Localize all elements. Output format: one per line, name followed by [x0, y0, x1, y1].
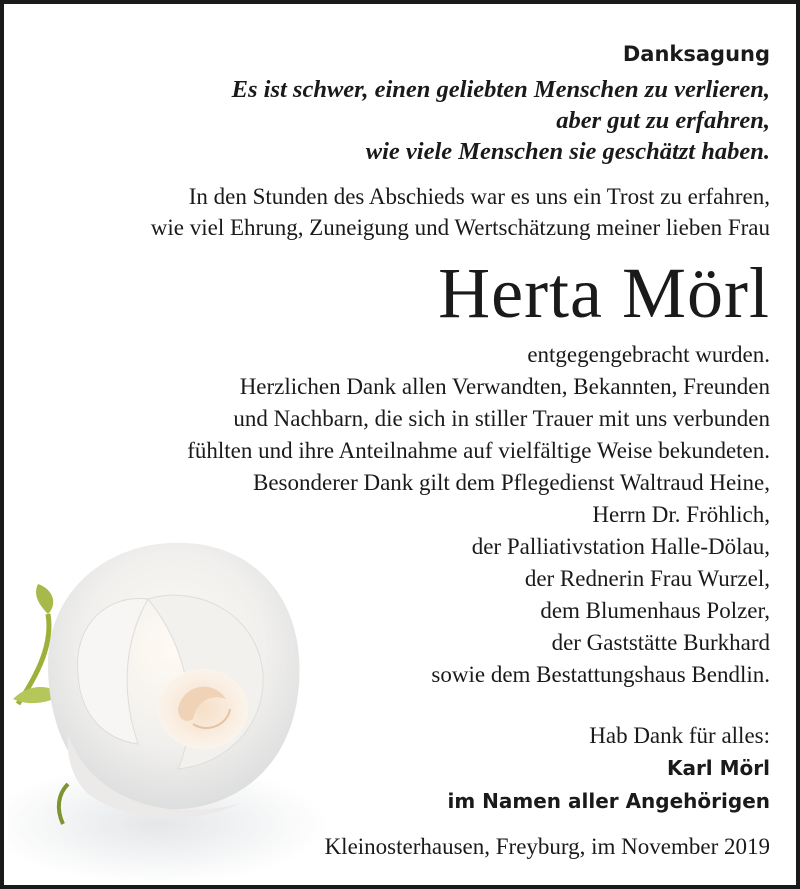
thanks-line: Herzlichen Dank allen Verwandten, Bekannten, Freunden — [239, 374, 770, 399]
thanks-line: der Palliativstation Halle-Dölau, — [471, 534, 770, 559]
thanks-line: fühlten und ihre Anteilnahme auf vielfältige Weise bekundeten. — [187, 438, 770, 463]
thanks-line: entgegengebracht wurden. — [527, 342, 770, 367]
thanks-line: der Gaststätte Burkhard — [551, 630, 770, 655]
closing-line: Hab Dank für alles: — [589, 723, 770, 748]
notice-text — [10, 40, 770, 863]
quote-line: Es ist schwer, einen geliebten Menschen zu verlieren, — [231, 76, 770, 103]
intro-paragraph — [10, 181, 770, 243]
notice-heading: Danksagung — [622, 42, 770, 66]
deceased-name: Herta Mörl — [438, 253, 770, 333]
place-date: Kleinosterhausen, Freyburg, im November 2019 — [324, 834, 770, 859]
signoff-block — [10, 719, 770, 818]
intro-line: In den Stunden des Abschieds war es uns ein Trost zu erfahren, — [188, 184, 770, 209]
signer-note: im Namen aller Angehörigen — [447, 789, 770, 813]
signer-name: Karl Mörl — [666, 756, 770, 780]
quote-line: aber gut zu erfahren, — [556, 107, 770, 134]
thanks-line: sowie dem Bestattungshaus Bendlin. — [431, 662, 770, 687]
thanks-line: Herrn Dr. Fröhlich, — [592, 502, 770, 527]
thanks-line: der Rednerin Frau Wurzel, — [524, 566, 770, 591]
quote-block — [10, 74, 770, 167]
thanks-line: und Nachbarn, die sich in stiller Trauer mit uns verbunden — [233, 406, 770, 431]
intro-line: wie viel Ehrung, Zuneigung und Wertschätzung meiner lieben Frau — [150, 215, 770, 240]
thanks-line: dem Blumenhaus Polzer, — [540, 598, 770, 623]
thanks-line: Besonderer Dank gilt dem Pflegedienst Waltraud Heine, — [253, 470, 770, 495]
quote-line: wie viele Menschen sie geschätzt haben. — [365, 138, 770, 165]
thanks-paragraph — [10, 339, 770, 691]
